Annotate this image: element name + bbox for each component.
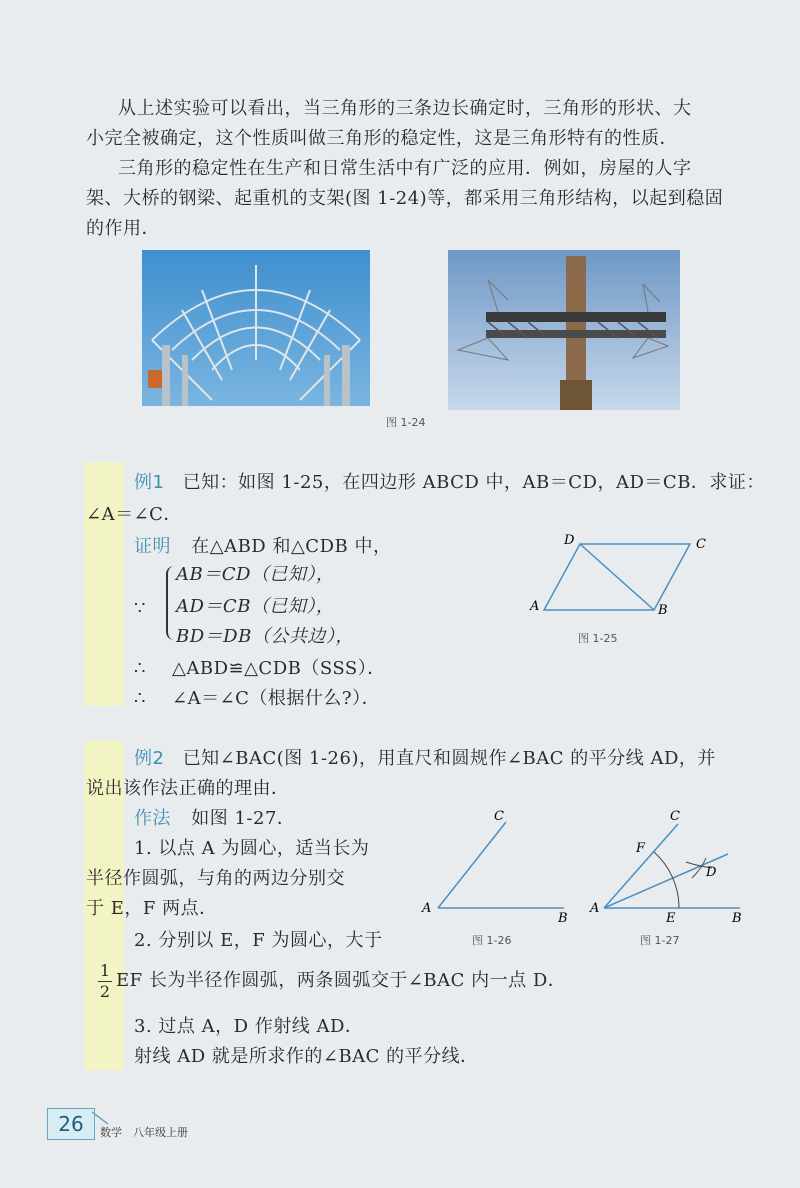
therefore-symbol-1: ∴ [134, 658, 146, 679]
label-c: C [696, 537, 706, 552]
ray-ac [604, 824, 678, 908]
label-d: D [706, 865, 717, 880]
figure-1-27-bisector [590, 806, 750, 924]
label-b: B [658, 603, 668, 618]
example-1-statement: 已知：如图 1-25，在四边形 ABCD 中，AB＝CD，AD＝CB．求证： [182, 472, 765, 493]
label-b: B [558, 911, 568, 926]
method-tag: 作法 [134, 808, 171, 829]
bridge-tower-photo [448, 250, 680, 410]
step-1-line-b: 半径作圆弧，与角的两边分别交 [86, 868, 345, 889]
method-intro [134, 802, 295, 836]
method-line-1: 如图 1-27． [191, 808, 296, 829]
proof-result-2: ∠A＝∠C（根据什么?）． [172, 688, 381, 709]
label-f: F [636, 841, 646, 856]
example-1-line-1 [134, 466, 765, 500]
label-e: E [666, 911, 676, 926]
figure-1-24-caption: 图 1-24 [386, 416, 426, 429]
fraction-numerator: 1 [99, 961, 111, 980]
condition-2: AD＝CB（已知）， [176, 596, 335, 617]
label-c: C [494, 809, 504, 824]
label-a: A [590, 901, 600, 916]
fraction-one-half [98, 962, 112, 1001]
conditions-brace [166, 566, 176, 640]
figure-1-25-parallelogram [524, 530, 724, 630]
diagonal-bd [580, 544, 654, 610]
page-number: 26 [47, 1108, 95, 1140]
conclusion: 射线 AD 就是所求作的∠BAC 的平分线． [134, 1046, 479, 1067]
label-a: A [530, 599, 540, 614]
example-2-line-1 [134, 742, 716, 776]
intro-line-3: 三角形的稳定性在生产和日常生活中有广泛的应用．例如，房屋的人字 [118, 158, 692, 179]
label-a: A [422, 901, 432, 916]
intro-line-5: 的作用． [86, 218, 160, 239]
roof-truss-photo [142, 250, 370, 406]
step-1-line-a: 1. 以点 A 为圆心，适当长为 [134, 838, 370, 859]
label-c: C [670, 809, 680, 824]
step-3: 3. 过点 A，D 作射线 AD． [134, 1016, 364, 1037]
step-2-line-b: EF 长为半径作圆弧，两条圆弧交于∠BAC 内一点 D． [116, 970, 567, 991]
label-b: B [732, 911, 742, 926]
because-symbol: ∵ [134, 598, 146, 619]
label-d: D [564, 533, 575, 548]
step-2-line-a: 2. 分别以 E，F 为圆心，大于 [134, 930, 383, 951]
ray-ad [604, 854, 728, 908]
example-1-tag: 例1 [134, 472, 165, 493]
example-2-statement: 已知∠BAC(图 1-26)，用直尺和圆规作∠BAC 的平分线 AD，并 [182, 748, 716, 769]
example-2-tag: 例2 [134, 748, 165, 769]
therefore-symbol-2: ∴ [134, 688, 146, 709]
condition-3: BD＝DB（公共边）， [176, 626, 354, 647]
condition-1: AB＝CD（已知）， [176, 564, 335, 585]
intro-line-1: 从上述实验可以看出，当三角形的三条边长确定时，三角形的形状、大 [118, 98, 692, 119]
bridge-tower-drawing [448, 250, 680, 410]
figure-1-26-angle [418, 808, 578, 926]
intro-line-4: 架、大桥的钢梁、起重机的支架(图 1-24)等，都采用三角形结构，以起到稳固 [86, 188, 724, 209]
proof-line-1: 在△ABD 和△CDB 中， [191, 536, 392, 557]
figure-1-27-caption: 图 1-27 [640, 934, 680, 947]
proof-tag: 证明 [134, 536, 171, 557]
example-1-line-2: ∠A＝∠C． [86, 504, 182, 525]
proof-result-1: △ABD≌△CDB（SSS）． [172, 658, 386, 679]
example-2-line-2: 说出该作法正确的理由． [86, 778, 290, 799]
book-title: 数学 八年级上册 [100, 1126, 188, 1139]
ray-ac [438, 822, 506, 908]
fraction-denominator: 2 [99, 982, 111, 1001]
figure-1-25-caption: 图 1-25 [578, 632, 618, 645]
step-1-line-c: 于 E，F 两点． [86, 898, 218, 919]
figure-1-26-caption: 图 1-26 [472, 934, 512, 947]
roof-truss-drawing [142, 250, 370, 406]
intro-line-2: 小完全被确定，这个性质叫做三角形的稳定性，这是三角形特有的性质． [86, 128, 678, 149]
